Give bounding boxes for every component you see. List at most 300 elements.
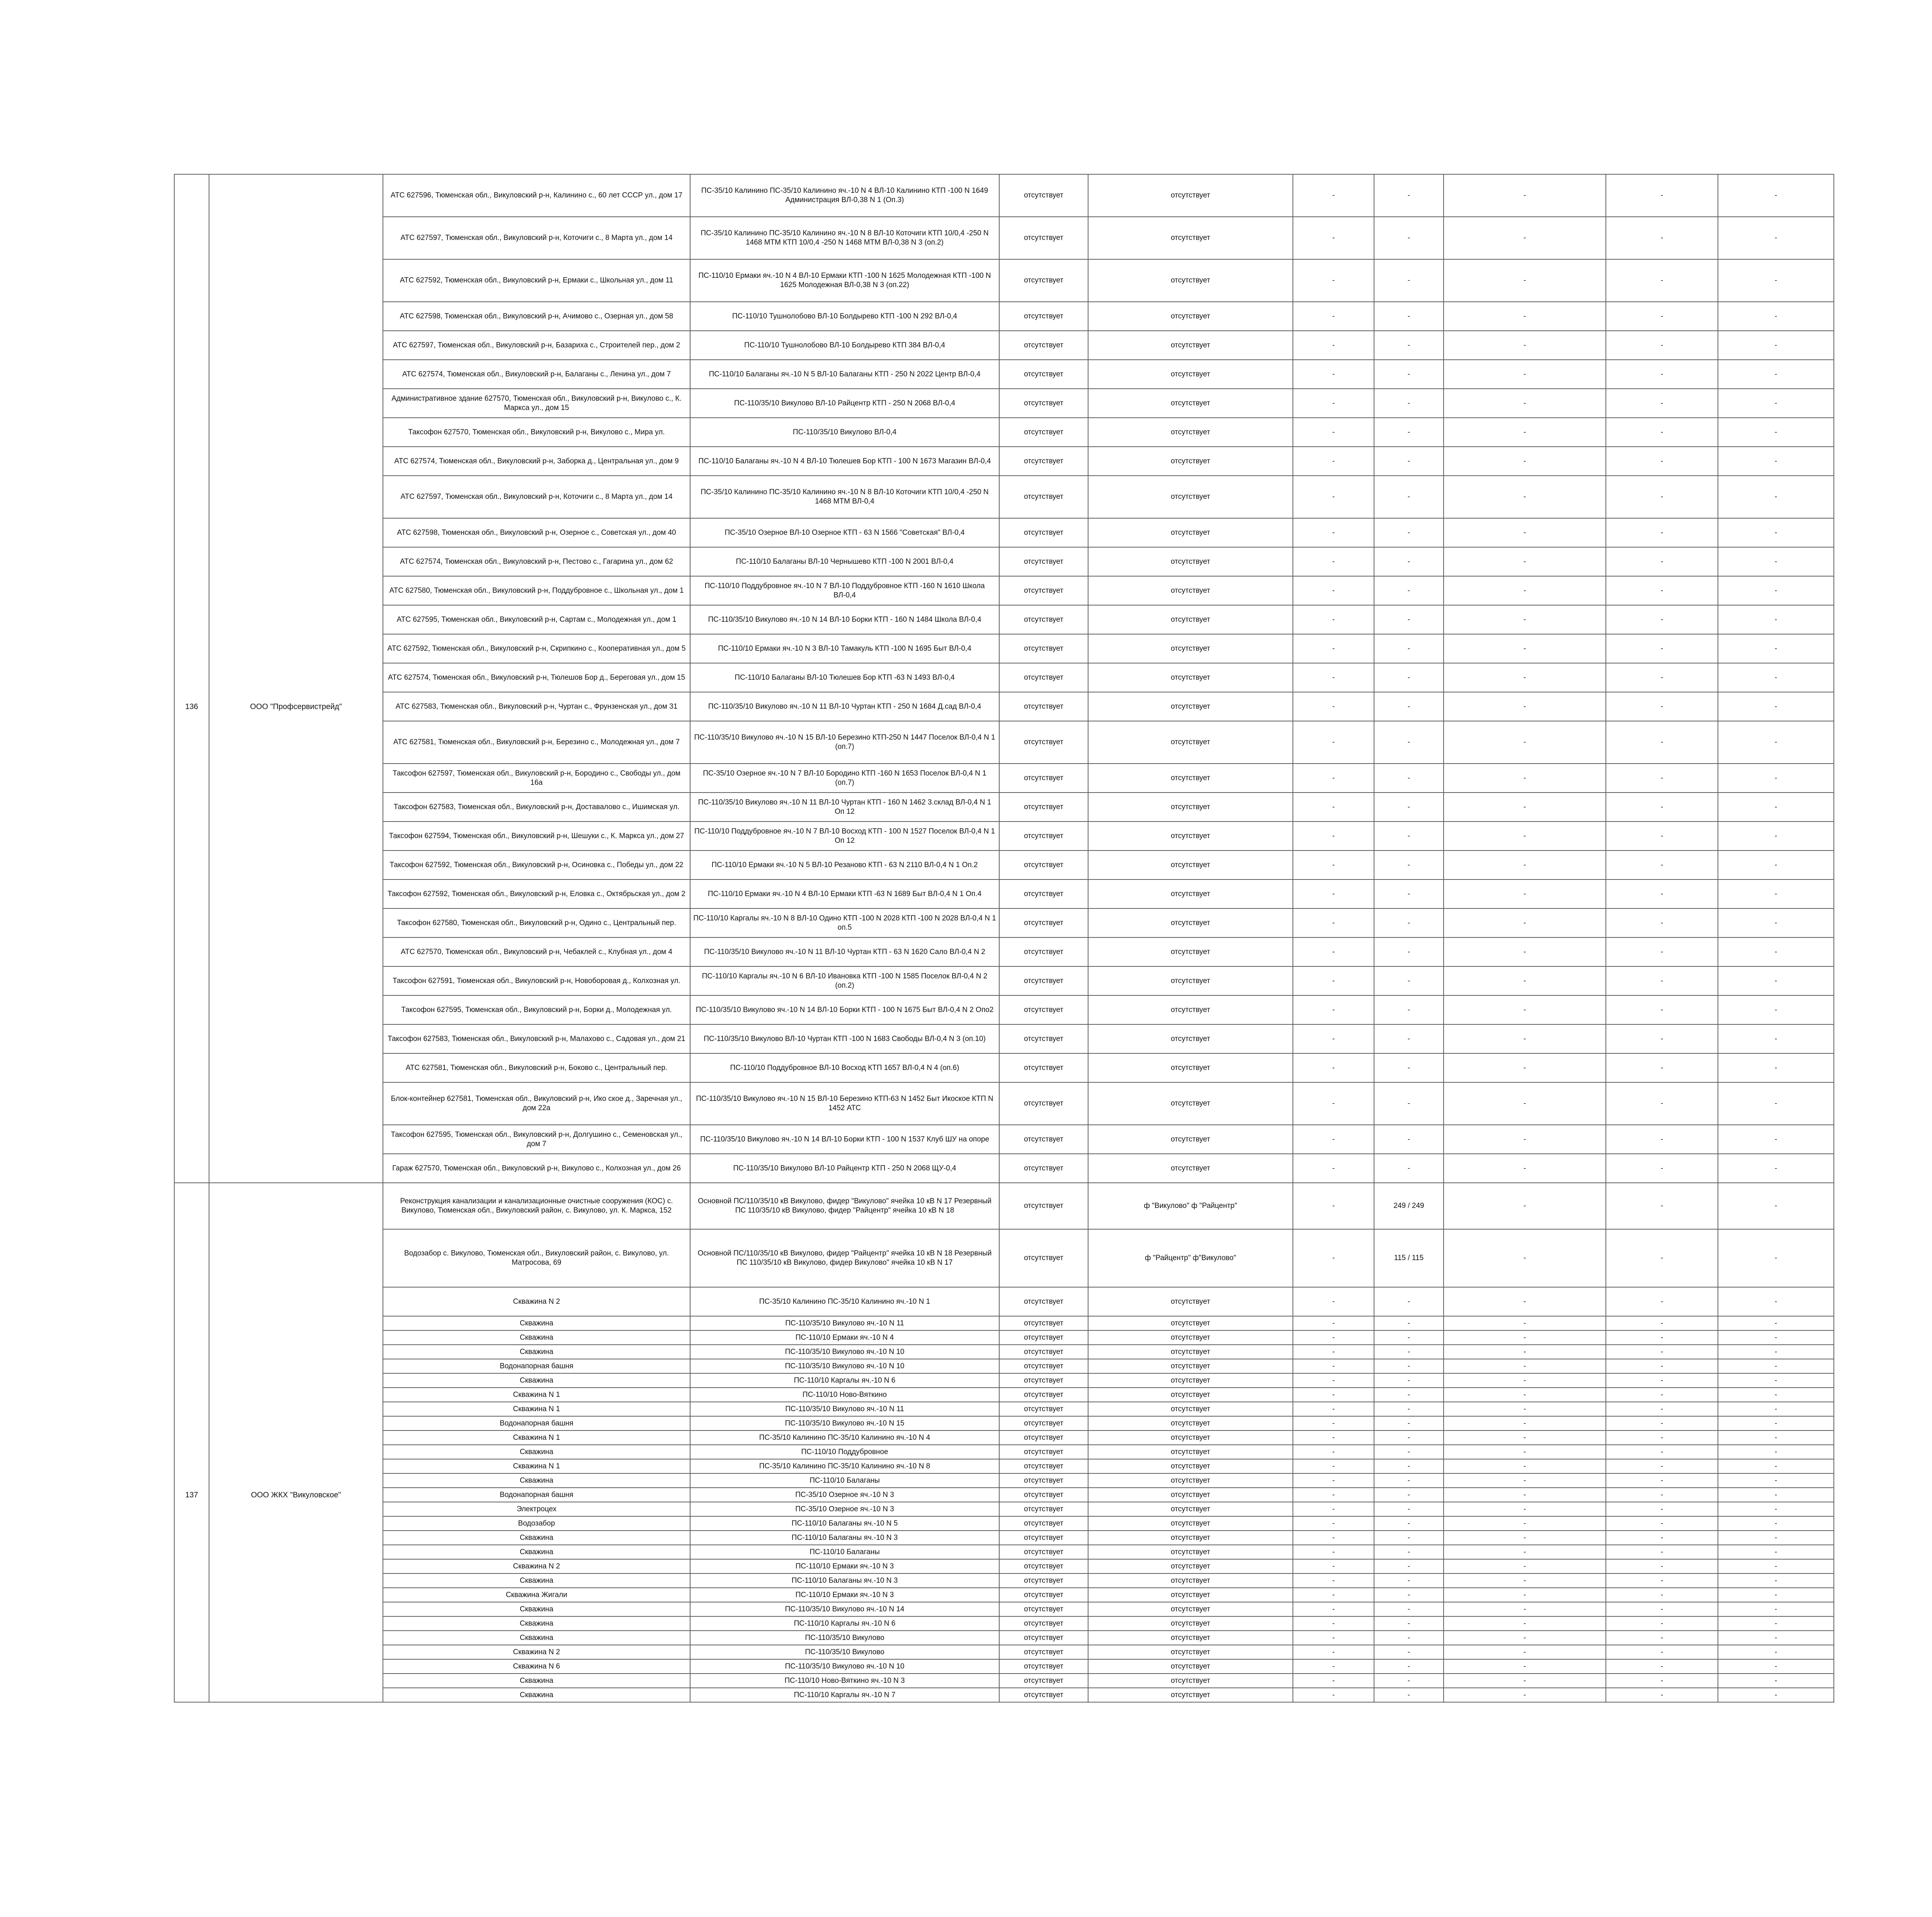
power-source-cell: ПС-110/35/10 Викулово яч.-10 N 14 ВЛ-10 Борки КТП - 100 N 1675 Быт ВЛ-0,4 N 2 Опо2	[690, 995, 999, 1024]
value-cell-c4: отсутствует	[1088, 174, 1293, 217]
group-number-cell	[174, 1053, 209, 1082]
value-cell-c6: -	[1374, 1559, 1444, 1573]
value-cell-c8: -	[1606, 634, 1718, 663]
organization-cell	[209, 605, 383, 634]
value-cell-c3: отсутствует	[999, 822, 1088, 850]
value-cell-c7: -	[1444, 1287, 1606, 1316]
value-cell-c8: -	[1606, 850, 1718, 879]
value-cell-c9: -	[1718, 1330, 1834, 1345]
organization-cell	[209, 1602, 383, 1616]
value-cell-c8: -	[1606, 721, 1718, 764]
value-cell-c8: -	[1606, 1516, 1718, 1531]
value-cell-c7: -	[1444, 1573, 1606, 1588]
value-cell-c4: отсутствует	[1088, 447, 1293, 476]
power-source-cell: ПС-110/35/10 Викулово яч.-10 N 15 ВЛ-10 Березино КТП-250 N 1447 Поселок ВЛ-0,4 N 1 (оп.7)	[690, 721, 999, 764]
value-cell-c6: -	[1374, 1674, 1444, 1688]
value-cell-c8: -	[1606, 822, 1718, 850]
group-number-cell	[174, 1645, 209, 1659]
value-cell-c6: -	[1374, 822, 1444, 850]
value-cell-c4: отсутствует	[1088, 1488, 1293, 1502]
table-row	[174, 1516, 1834, 1531]
object-address-cell: АТС 627580, Тюменская обл., Викуловский р-н, Поддубровное с., Школьная ул., дом 1	[383, 576, 690, 605]
value-cell-c3: отсутствует	[999, 1531, 1088, 1545]
object-address-cell: АТС 627581, Тюменская обл., Викуловский р-н, Боково с., Центральный пер.	[383, 1053, 690, 1082]
value-cell-c6: -	[1374, 605, 1444, 634]
value-cell-c4: отсутствует	[1088, 518, 1293, 547]
value-cell-c4: отсутствует	[1088, 1416, 1293, 1431]
value-cell-c4: отсутствует	[1088, 1373, 1293, 1388]
group-number-cell	[174, 1659, 209, 1674]
value-cell-c6: -	[1374, 302, 1444, 331]
organization-cell	[209, 259, 383, 302]
table-row	[174, 764, 1834, 793]
organization-cell	[209, 1459, 383, 1473]
group-number-cell	[174, 389, 209, 418]
object-address-cell: АТС 627598, Тюменская обл., Викуловский р-н, Озерное с., Советская ул., дом 40	[383, 518, 690, 547]
value-cell-c3: отсутствует	[999, 1125, 1088, 1154]
value-cell-c5: -	[1293, 1316, 1374, 1330]
object-address-cell: Скважина	[383, 1688, 690, 1702]
value-cell-c8: -	[1606, 1024, 1718, 1053]
table-row	[174, 1688, 1834, 1702]
value-cell-c4: отсутствует	[1088, 331, 1293, 360]
value-cell-c8: -	[1606, 1616, 1718, 1631]
power-source-cell: ПС-35/10 Калинино ПС-35/10 Калинино яч.-10 N 1	[690, 1287, 999, 1316]
object-address-cell: АТС 627597, Тюменская обл., Викуловский р-н, Коточиги с., 8 Марта ул., дом 14	[383, 217, 690, 259]
value-cell-c7: -	[1444, 1645, 1606, 1659]
table-row	[174, 1154, 1834, 1183]
organization-cell	[209, 1316, 383, 1330]
value-cell-c5: -	[1293, 1631, 1374, 1645]
organization-cell	[209, 879, 383, 908]
object-address-cell: Таксофон 627570, Тюменская обл., Викуловский р-н, Викулово с., Мира ул.	[383, 418, 690, 447]
table-row	[174, 1316, 1834, 1330]
value-cell-c9: -	[1718, 1688, 1834, 1702]
value-cell-c5: -	[1293, 1345, 1374, 1359]
value-cell-c6: -	[1374, 793, 1444, 822]
value-cell-c8: -	[1606, 1431, 1718, 1445]
value-cell-c6: -	[1374, 1616, 1444, 1631]
value-cell-c8: -	[1606, 476, 1718, 518]
value-cell-c8: -	[1606, 1674, 1718, 1688]
value-cell-c7: -	[1444, 822, 1606, 850]
value-cell-c3: отсутствует	[999, 1082, 1088, 1125]
group-number-cell	[174, 634, 209, 663]
value-cell-c3: отсутствует	[999, 576, 1088, 605]
power-source-cell: ПС-110/35/10 Викулово	[690, 1645, 999, 1659]
value-cell-c8: -	[1606, 1445, 1718, 1459]
organization-cell	[209, 1373, 383, 1388]
value-cell-c9: -	[1718, 1287, 1834, 1316]
value-cell-c6: -	[1374, 1359, 1444, 1373]
group-number-cell	[174, 966, 209, 995]
value-cell-c9: -	[1718, 1459, 1834, 1473]
table-row	[174, 1545, 1834, 1559]
value-cell-c8: -	[1606, 793, 1718, 822]
organization-cell	[209, 1445, 383, 1459]
value-cell-c9: -	[1718, 1416, 1834, 1431]
value-cell-c9: -	[1718, 1516, 1834, 1531]
object-address-cell: АТС 627574, Тюменская обл., Викуловский р-н, Балаганы с., Ленина ул., дом 7	[383, 360, 690, 389]
value-cell-c9: -	[1718, 1659, 1834, 1674]
value-cell-c7: -	[1444, 937, 1606, 966]
value-cell-c9: -	[1718, 605, 1834, 634]
power-source-cell: ПС-110/10 Ермаки яч.-10 N 4 ВЛ-10 Ермаки КТП -63 N 1689 Быт ВЛ-0,4 N 1 Оп.4	[690, 879, 999, 908]
value-cell-c6: -	[1374, 1053, 1444, 1082]
table-row	[174, 879, 1834, 908]
power-source-cell: ПС-35/10 Калинино ПС-35/10 Калинино яч.-10 N 8 ВЛ-10 Коточиги КТП 10/0,4 -250 N 1468 МТМ ВЛ-0,4	[690, 476, 999, 518]
organization-cell	[209, 1573, 383, 1588]
value-cell-c4: отсутствует	[1088, 1316, 1293, 1330]
value-cell-c5: -	[1293, 879, 1374, 908]
object-address-cell: Таксофон 627580, Тюменская обл., Викуловский р-н, Одино с., Центральный пер.	[383, 908, 690, 937]
value-cell-c9: -	[1718, 1573, 1834, 1588]
group-number-cell	[174, 418, 209, 447]
value-cell-c4: отсутствует	[1088, 1559, 1293, 1573]
group-number-cell	[174, 850, 209, 879]
value-cell-c3: отсутствует	[999, 259, 1088, 302]
power-source-cell: ПС-110/10 Каргалы яч.-10 N 7	[690, 1688, 999, 1702]
table-row	[174, 1053, 1834, 1082]
value-cell-c9: -	[1718, 966, 1834, 995]
organization-cell	[209, 937, 383, 966]
value-cell-c3: отсутствует	[999, 1645, 1088, 1659]
object-address-cell: АТС 627596, Тюменская обл., Викуловский р-н, Калинино с., 60 лет СССР ул., дом 17	[383, 174, 690, 217]
value-cell-c9: -	[1718, 692, 1834, 721]
value-cell-c9: -	[1718, 217, 1834, 259]
group-number-cell	[174, 1616, 209, 1631]
value-cell-c7: -	[1444, 1688, 1606, 1702]
group-number-cell	[174, 576, 209, 605]
group-number-cell	[174, 447, 209, 476]
value-cell-c8: -	[1606, 518, 1718, 547]
value-cell-c5: -	[1293, 1516, 1374, 1531]
object-address-cell: Скважина N 1	[383, 1431, 690, 1445]
value-cell-c8: -	[1606, 1588, 1718, 1602]
organization-cell	[209, 1053, 383, 1082]
table-row	[174, 966, 1834, 995]
organization-cell	[209, 1183, 383, 1229]
value-cell-c5: -	[1293, 764, 1374, 793]
table-row	[174, 1388, 1834, 1402]
value-cell-c5: -	[1293, 1287, 1374, 1316]
value-cell-c9: -	[1718, 1082, 1834, 1125]
value-cell-c6: -	[1374, 1488, 1444, 1502]
group-number-cell	[174, 1125, 209, 1154]
value-cell-c5: -	[1293, 259, 1374, 302]
value-cell-c7: -	[1444, 447, 1606, 476]
value-cell-c7: -	[1444, 1183, 1606, 1229]
value-cell-c7: -	[1444, 1402, 1606, 1416]
group-number-cell: 136	[174, 692, 209, 721]
value-cell-c5: -	[1293, 447, 1374, 476]
value-cell-c6: -	[1374, 1545, 1444, 1559]
value-cell-c7: -	[1444, 1330, 1606, 1345]
object-address-cell: Таксофон 627595, Тюменская обл., Викуловский р-н, Долгушино с., Семеновская ул., дом 7	[383, 1125, 690, 1154]
value-cell-c6: -	[1374, 1373, 1444, 1388]
table-row	[174, 1345, 1834, 1359]
power-source-cell: ПС-110/10 Балаганы ВЛ-10 Чернышево КТП -100 N 2001 ВЛ-0,4	[690, 547, 999, 576]
value-cell-c4: отсутствует	[1088, 692, 1293, 721]
group-number-cell	[174, 1445, 209, 1459]
value-cell-c7: -	[1444, 389, 1606, 418]
value-cell-c5: -	[1293, 1373, 1374, 1388]
organization-cell	[209, 174, 383, 217]
value-cell-c7: -	[1444, 217, 1606, 259]
value-cell-c9: -	[1718, 1431, 1834, 1445]
value-cell-c9: -	[1718, 547, 1834, 576]
value-cell-c3: отсутствует	[999, 937, 1088, 966]
value-cell-c7: -	[1444, 1616, 1606, 1631]
table-row	[174, 1024, 1834, 1053]
object-address-cell: Скважина N 1	[383, 1388, 690, 1402]
value-cell-c8: -	[1606, 1416, 1718, 1431]
value-cell-c6: 115 / 115	[1374, 1229, 1444, 1287]
object-address-cell: Скважина	[383, 1545, 690, 1559]
value-cell-c6: -	[1374, 995, 1444, 1024]
value-cell-c4: отсутствует	[1088, 908, 1293, 937]
object-address-cell: Скважина	[383, 1573, 690, 1588]
organization-cell	[209, 1473, 383, 1488]
value-cell-c4: отсутствует	[1088, 217, 1293, 259]
value-cell-c5: -	[1293, 518, 1374, 547]
value-cell-c7: -	[1444, 1473, 1606, 1488]
value-cell-c8: -	[1606, 1459, 1718, 1473]
value-cell-c3: отсутствует	[999, 476, 1088, 518]
value-cell-c6: -	[1374, 447, 1444, 476]
value-cell-c5: -	[1293, 1402, 1374, 1416]
value-cell-c6: -	[1374, 389, 1444, 418]
value-cell-c6: -	[1374, 1659, 1444, 1674]
value-cell-c3: отсутствует	[999, 1024, 1088, 1053]
power-source-cell: ПС-110/10 Балаганы яч.-10 N 5 ВЛ-10 Балаганы КТП - 250 N 2022 Центр ВЛ-0,4	[690, 360, 999, 389]
power-source-cell: ПС-110/35/10 Викулово яч.-10 N 15 ВЛ-10 Березино КТП-63 N 1452 Быт Икоское КТП N 1452 АТС	[690, 1082, 999, 1125]
value-cell-c6: -	[1374, 217, 1444, 259]
value-cell-c3: отсутствует	[999, 1688, 1088, 1702]
organization-cell	[209, 1531, 383, 1545]
value-cell-c8: -	[1606, 360, 1718, 389]
value-cell-c7: -	[1444, 634, 1606, 663]
value-cell-c9: -	[1718, 1373, 1834, 1388]
table-row	[174, 1445, 1834, 1459]
object-address-cell: АТС 627598, Тюменская обл., Викуловский р-н, Ачимово с., Озерная ул., дом 58	[383, 302, 690, 331]
value-cell-c4: отсутствует	[1088, 302, 1293, 331]
value-cell-c7: -	[1444, 1416, 1606, 1431]
power-source-cell: ПС-110/10 Ермаки яч.-10 N 3	[690, 1559, 999, 1573]
value-cell-c3: отсутствует	[999, 1631, 1088, 1645]
organization-cell	[209, 850, 383, 879]
value-cell-c5: -	[1293, 995, 1374, 1024]
value-cell-c9: -	[1718, 1154, 1834, 1183]
value-cell-c8: -	[1606, 1559, 1718, 1573]
value-cell-c6: -	[1374, 908, 1444, 937]
value-cell-c5: -	[1293, 1125, 1374, 1154]
table-row	[174, 1229, 1834, 1287]
organization-cell	[209, 1125, 383, 1154]
value-cell-c8: -	[1606, 1659, 1718, 1674]
group-number-cell	[174, 1183, 209, 1229]
object-address-cell: Водозабор с. Викулово, Тюменская обл., Викуловский район, с. Викулово, ул. Матросова, 69	[383, 1229, 690, 1287]
value-cell-c7: -	[1444, 360, 1606, 389]
group-number-cell	[174, 1229, 209, 1287]
power-source-cell: ПС-110/35/10 Викулово	[690, 1631, 999, 1645]
value-cell-c8: -	[1606, 418, 1718, 447]
value-cell-c8: -	[1606, 447, 1718, 476]
group-number-cell	[174, 1330, 209, 1345]
value-cell-c3: отсутствует	[999, 1431, 1088, 1445]
value-cell-c4: отсутствует	[1088, 793, 1293, 822]
power-source-cell: ПС-110/35/10 Викулово яч.-10 N 11	[690, 1316, 999, 1330]
value-cell-c6: -	[1374, 1502, 1444, 1516]
group-number-cell	[174, 663, 209, 692]
value-cell-c8: -	[1606, 1053, 1718, 1082]
object-address-cell: Скважина	[383, 1531, 690, 1545]
power-source-cell: ПС-110/10 Балаганы яч.-10 N 3	[690, 1573, 999, 1588]
value-cell-c3: отсутствует	[999, 518, 1088, 547]
value-cell-c3: отсутствует	[999, 1573, 1088, 1588]
table-row	[174, 1431, 1834, 1445]
organization-cell	[209, 1559, 383, 1573]
value-cell-c3: отсутствует	[999, 634, 1088, 663]
value-cell-c6: -	[1374, 1631, 1444, 1645]
organization-cell	[209, 1659, 383, 1674]
value-cell-c5: -	[1293, 1388, 1374, 1402]
value-cell-c3: отсутствует	[999, 1402, 1088, 1416]
value-cell-c7: -	[1444, 1631, 1606, 1645]
group-number-cell	[174, 259, 209, 302]
table-row	[174, 1416, 1834, 1431]
table-row	[174, 1559, 1834, 1573]
value-cell-c7: -	[1444, 1559, 1606, 1573]
organization-cell: ООО ЖКХ "Викуловское"	[209, 1488, 383, 1502]
organization-cell	[209, 217, 383, 259]
power-source-cell: ПС-110/10 Балаганы	[690, 1473, 999, 1488]
value-cell-c4: отсутствует	[1088, 1688, 1293, 1702]
group-number-cell	[174, 1573, 209, 1588]
group-number-cell	[174, 1345, 209, 1359]
value-cell-c3: отсутствует	[999, 1516, 1088, 1531]
value-cell-c7: -	[1444, 1488, 1606, 1502]
object-address-cell: АТС 627581, Тюменская обл., Викуловский р-н, Березино с., Молодежная ул., дом 7	[383, 721, 690, 764]
value-cell-c3: отсутствует	[999, 1459, 1088, 1473]
value-cell-c5: -	[1293, 1573, 1374, 1588]
power-source-cell: ПС-110/35/10 Викулово яч.-10 N 10	[690, 1359, 999, 1373]
value-cell-c6: -	[1374, 259, 1444, 302]
value-cell-c9: -	[1718, 418, 1834, 447]
value-cell-c7: -	[1444, 1602, 1606, 1616]
value-cell-c3: отсутствует	[999, 418, 1088, 447]
value-cell-c3: отсутствует	[999, 1502, 1088, 1516]
organization-cell	[209, 1616, 383, 1631]
value-cell-c8: -	[1606, 908, 1718, 937]
power-source-cell: Основной ПС/110/35/10 кВ Викулово, фидер "Райцентр" ячейка 10 кВ N 18 Резервный ПС 110/35/10 кВ Викулово, фидер Викулово" ячейка 10 кВ N 17	[690, 1229, 999, 1287]
value-cell-c8: -	[1606, 1330, 1718, 1345]
group-number-cell	[174, 302, 209, 331]
value-cell-c8: -	[1606, 1545, 1718, 1559]
value-cell-c7: -	[1444, 1345, 1606, 1359]
value-cell-c8: -	[1606, 1316, 1718, 1330]
power-source-cell: ПС-35/10 Калинино ПС-35/10 Калинино яч.-10 N 8	[690, 1459, 999, 1473]
table-row	[174, 1473, 1834, 1488]
value-cell-c6: 249 / 249	[1374, 1183, 1444, 1229]
value-cell-c9: -	[1718, 793, 1834, 822]
table-row	[174, 447, 1834, 476]
value-cell-c7: -	[1444, 1082, 1606, 1125]
value-cell-c7: -	[1444, 1659, 1606, 1674]
value-cell-c4: отсутствует	[1088, 1154, 1293, 1183]
value-cell-c3: отсутствует	[999, 1659, 1088, 1674]
value-cell-c8: -	[1606, 1373, 1718, 1388]
organization-cell	[209, 1388, 383, 1402]
group-number-cell	[174, 1602, 209, 1616]
value-cell-c8: -	[1606, 259, 1718, 302]
table-row	[174, 1531, 1834, 1545]
object-address-cell: Скважина N 1	[383, 1402, 690, 1416]
value-cell-c7: -	[1444, 1674, 1606, 1688]
organization-cell	[209, 1024, 383, 1053]
table-row	[174, 174, 1834, 217]
object-address-cell: Электроцех	[383, 1502, 690, 1516]
value-cell-c9: -	[1718, 1645, 1834, 1659]
power-source-cell: ПС-110/35/10 Викулово яч.-10 N 14 ВЛ-10 Борки КТП - 100 N 1537 Клуб ШУ на опоре	[690, 1125, 999, 1154]
group-number-cell	[174, 1316, 209, 1330]
value-cell-c9: -	[1718, 1445, 1834, 1459]
value-cell-c9: -	[1718, 1488, 1834, 1502]
power-source-cell: ПС-110/35/10 Викулово яч.-10 N 14	[690, 1602, 999, 1616]
value-cell-c8: -	[1606, 1645, 1718, 1659]
value-cell-c7: -	[1444, 605, 1606, 634]
object-address-cell: АТС 627592, Тюменская обл., Викуловский р-н, Ермаки с., Школьная ул., дом 11	[383, 259, 690, 302]
value-cell-c7: -	[1444, 879, 1606, 908]
value-cell-c6: -	[1374, 174, 1444, 217]
object-address-cell: Скважина Жигали	[383, 1588, 690, 1602]
table-row	[174, 259, 1834, 302]
group-number-cell	[174, 1516, 209, 1531]
value-cell-c9: -	[1718, 1545, 1834, 1559]
value-cell-c4: отсутствует	[1088, 1659, 1293, 1674]
value-cell-c7: -	[1444, 1588, 1606, 1602]
value-cell-c4: отсутствует	[1088, 764, 1293, 793]
group-number-cell	[174, 1473, 209, 1488]
value-cell-c6: -	[1374, 1531, 1444, 1545]
value-cell-c9: -	[1718, 1631, 1834, 1645]
value-cell-c3: отсутствует	[999, 1473, 1088, 1488]
power-source-cell: ПС-110/10 Балаганы яч.-10 N 3	[690, 1531, 999, 1545]
value-cell-c6: -	[1374, 518, 1444, 547]
value-cell-c3: отсутствует	[999, 1602, 1088, 1616]
organization-cell	[209, 1082, 383, 1125]
value-cell-c9: -	[1718, 302, 1834, 331]
organization-cell	[209, 721, 383, 764]
table-row	[174, 1125, 1834, 1154]
value-cell-c8: -	[1606, 692, 1718, 721]
organization-cell	[209, 1359, 383, 1373]
value-cell-c4: отсутствует	[1088, 721, 1293, 764]
value-cell-c4: отсутствует	[1088, 1330, 1293, 1345]
value-cell-c6: -	[1374, 1516, 1444, 1531]
table-row	[174, 793, 1834, 822]
organization-cell	[209, 1502, 383, 1516]
value-cell-c3: отсутствует	[999, 793, 1088, 822]
value-cell-c6: -	[1374, 1024, 1444, 1053]
value-cell-c5: -	[1293, 721, 1374, 764]
value-cell-c4: отсутствует	[1088, 850, 1293, 879]
value-cell-c4: отсутствует	[1088, 1053, 1293, 1082]
power-source-cell: ПС-110/35/10 Викулово ВЛ-10 Райцентр КТП - 250 N 2068 ЩУ-0,4	[690, 1154, 999, 1183]
value-cell-c3: отсутствует	[999, 663, 1088, 692]
value-cell-c5: -	[1293, 1183, 1374, 1229]
value-cell-c8: -	[1606, 1359, 1718, 1373]
